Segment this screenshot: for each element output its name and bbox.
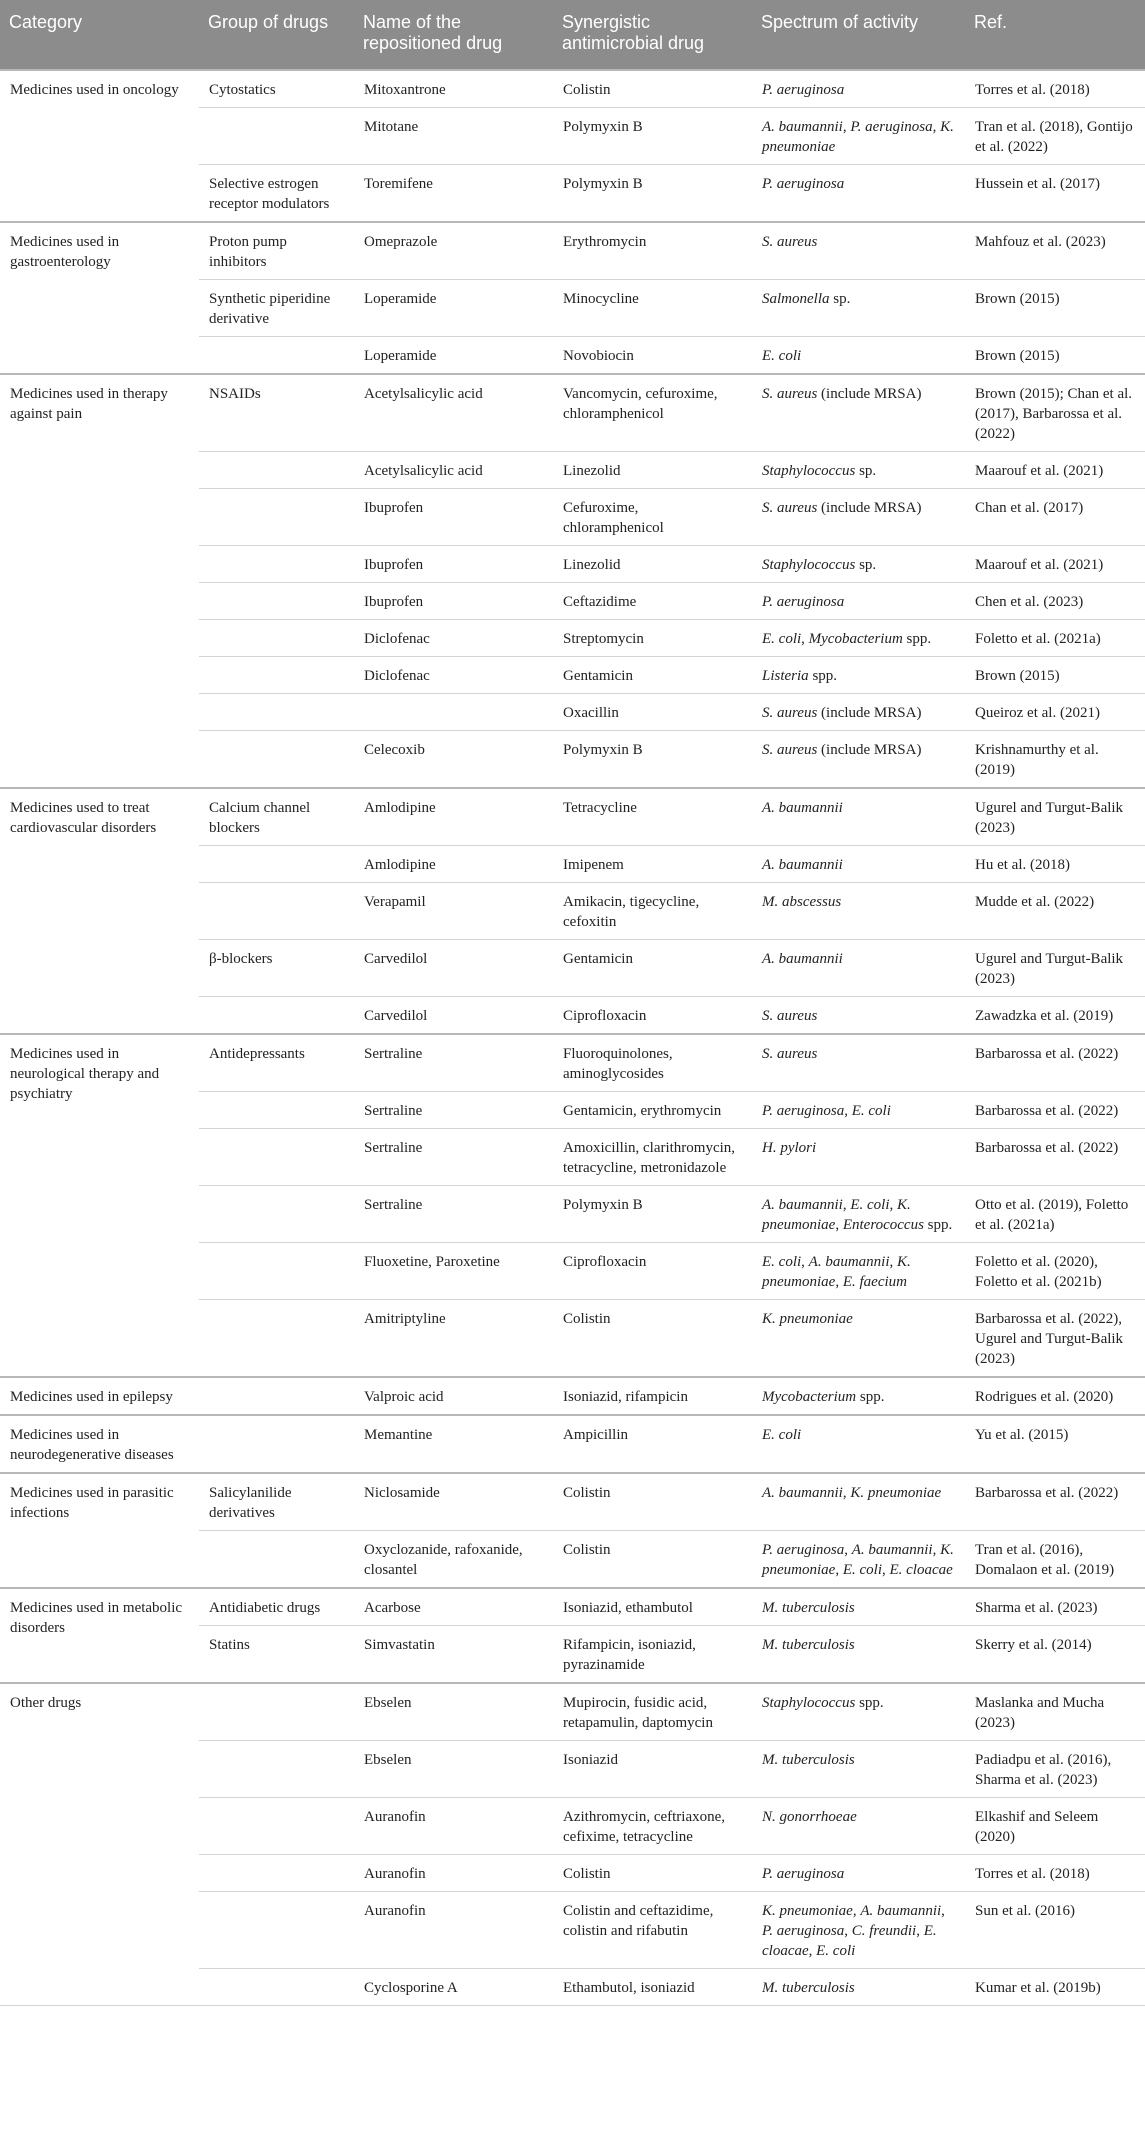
spectrum-cell: Mycobacterium spp.: [752, 1377, 965, 1415]
drug-cell: Amitriptyline: [354, 1300, 553, 1378]
spectrum-cell: P. aeruginosa, A. baumannii, K. pneumoniae, E. coli, E. cloacae: [752, 1531, 965, 1589]
drug-cell: Sertraline: [354, 1186, 553, 1243]
group-cell: [199, 997, 354, 1035]
organism-name: N. gonorrhoeae: [762, 1809, 857, 1825]
category-cell: Medicines used to treat cardiovascular disorders: [0, 788, 199, 1034]
synergist-cell: Azithromycin, ceftriaxone, cefixime, tetracycline: [553, 1798, 752, 1855]
group-cell: [199, 1892, 354, 1969]
ref-cell: Torres et al. (2018): [965, 1855, 1145, 1892]
organism-name: E. faecium: [842, 1274, 907, 1290]
table-row: [0, 374, 1145, 452]
ref-cell: Mahfouz et al. (2023): [965, 222, 1145, 280]
spectrum-cell: A. baumannii, K. pneumoniae: [752, 1473, 965, 1531]
drug-cell: Auranofin: [354, 1798, 553, 1855]
drug-cell: Oxyclozanide, rafoxanide, closantel: [354, 1531, 553, 1589]
synergist-cell: Ethambutol, isoniazid: [553, 1969, 752, 2006]
group-cell: [199, 1092, 354, 1129]
ref-cell: Chan et al. (2017): [965, 489, 1145, 546]
group-cell: [199, 1300, 354, 1378]
organism-name: E. coli: [850, 1197, 890, 1213]
ref-cell: Sharma et al. (2023): [965, 1588, 1145, 1626]
drug-cell: Ebselen: [354, 1741, 553, 1798]
ref-cell: Foletto et al. (2021a): [965, 620, 1145, 657]
drug-cell: Sertraline: [354, 1034, 553, 1092]
synergist-cell: Polymyxin B: [553, 731, 752, 789]
drug-cell: Valproic acid: [354, 1377, 553, 1415]
group-cell: [199, 337, 354, 375]
group-cell: [199, 620, 354, 657]
organism-name: A. baumannii: [762, 857, 843, 873]
synergist-cell: Linezolid: [553, 452, 752, 489]
synergist-cell: Mupirocin, fusidic acid, retapamulin, daptomycin: [553, 1683, 752, 1741]
synergist-cell: Tetracycline: [553, 788, 752, 846]
synergist-cell: Colistin and ceftazidime, colistin and rifabutin: [553, 1892, 752, 1969]
synergist-cell: Polymyxin B: [553, 1186, 752, 1243]
table-body: [0, 70, 1145, 2006]
drug-cell: Simvastatin: [354, 1626, 553, 1684]
ref-cell: Barbarossa et al. (2022): [965, 1092, 1145, 1129]
group-cell: [199, 883, 354, 940]
synergist-cell: Polymyxin B: [553, 108, 752, 165]
ref-cell: Barbarossa et al. (2022): [965, 1129, 1145, 1186]
table-row: [0, 1473, 1145, 1531]
header-synergist: Synergistic antimicrobial drug: [553, 0, 752, 70]
organism-name: P. aeruginosa: [762, 1866, 845, 1882]
organism-name: Mycobacterium: [808, 631, 903, 647]
organism-name: M. tuberculosis: [762, 1752, 855, 1768]
group-cell: Salicylanilide derivatives: [199, 1473, 354, 1531]
organism-name: E. coli: [762, 348, 802, 364]
spectrum-cell: [752, 222, 965, 280]
header-spectrum: Spectrum of activity: [752, 0, 965, 70]
synergist-cell: Streptomycin: [553, 620, 752, 657]
drug-cell: Amlodipine: [354, 788, 553, 846]
group-cell: Synthetic piperidine derivative: [199, 280, 354, 337]
spectrum-cell: [752, 1855, 965, 1892]
synergist-cell: Isoniazid, rifampicin: [553, 1377, 752, 1415]
drug-cell: Acetylsalicylic acid: [354, 374, 553, 452]
synergist-cell: Vancomycin, cefuroxime, chloramphenicol: [553, 374, 752, 452]
group-cell: [199, 694, 354, 731]
group-cell: [199, 846, 354, 883]
header-row: [0, 0, 1145, 70]
drug-cell: Acetylsalicylic acid: [354, 452, 553, 489]
spectrum-cell: [752, 940, 965, 997]
table-row: [0, 70, 1145, 108]
organism-name: Enterococcus: [842, 1217, 924, 1233]
spectrum-cell: [752, 1969, 965, 2006]
spectrum-cell: Staphylococcus spp.: [752, 1683, 965, 1741]
synergist-cell: Ciprofloxacin: [553, 1243, 752, 1300]
organism-name: P. aeruginosa: [850, 119, 933, 135]
synergist-cell: Amoxicillin, clarithromycin, tetracycline, metronidazole: [553, 1129, 752, 1186]
drug-cell: Mitoxantrone: [354, 70, 553, 108]
synergist-cell: Cefuroxime, chloramphenicol: [553, 489, 752, 546]
drug-cell: Ibuprofen: [354, 546, 553, 583]
synergist-cell: Imipenem: [553, 846, 752, 883]
group-cell: [199, 1683, 354, 1741]
group-cell: [199, 1129, 354, 1186]
spectrum-cell: Listeria spp.: [752, 657, 965, 694]
spectrum-cell: [752, 70, 965, 108]
organism-name: K. pneumoniae: [762, 1254, 911, 1290]
spectrum-cell: [752, 1034, 965, 1092]
organism-name: Mycobacterium: [762, 1389, 857, 1405]
spectrum-cell: [752, 583, 965, 620]
category-cell: Medicines used in oncology: [0, 70, 199, 222]
group-cell: [199, 1243, 354, 1300]
organism-name: A. baumannii: [860, 1903, 942, 1919]
table-row: [0, 1683, 1145, 1741]
organism-name: H. pylori: [762, 1140, 817, 1156]
organism-name: E. coli: [762, 1427, 802, 1443]
ref-cell: Sun et al. (2016): [965, 1892, 1145, 1969]
synergist-cell: Colistin: [553, 1473, 752, 1531]
ref-cell: Padiadpu et al. (2016), Sharma et al. (2023): [965, 1741, 1145, 1798]
organism-name: K. pneumoniae: [762, 1311, 853, 1327]
organism-name: P. aeruginosa: [762, 1542, 845, 1558]
drug-cell: Fluoxetine, Paroxetine: [354, 1243, 553, 1300]
organism-name: A. baumannii: [851, 1542, 933, 1558]
group-cell: [199, 1969, 354, 2006]
group-cell: [199, 546, 354, 583]
synergist-cell: Linezolid: [553, 546, 752, 583]
organism-name: P. aeruginosa: [762, 1103, 845, 1119]
synergist-cell: Colistin: [553, 1531, 752, 1589]
synergist-cell: Colistin: [553, 70, 752, 108]
group-cell: [199, 1186, 354, 1243]
spectrum-cell: Salmonella sp.: [752, 280, 965, 337]
spectrum-cell: [752, 1300, 965, 1378]
spectrum-cell: E. coli, Mycobacterium spp.: [752, 620, 965, 657]
ref-cell: Maslanka and Mucha (2023): [965, 1683, 1145, 1741]
organism-name: K. pneumoniae: [762, 1903, 853, 1919]
organism-name: M. tuberculosis: [762, 1637, 855, 1653]
spectrum-cell: [752, 846, 965, 883]
synergist-cell: Ampicillin: [553, 1415, 752, 1473]
ref-cell: Hu et al. (2018): [965, 846, 1145, 883]
organism-name: A. baumannii: [762, 1485, 843, 1501]
spectrum-cell: [752, 165, 965, 223]
spectrum-cell: [752, 1741, 965, 1798]
spectrum-cell: [752, 997, 965, 1035]
table-row: [0, 222, 1145, 280]
synergist-cell: Isoniazid: [553, 1741, 752, 1798]
organism-name: P. aeruginosa: [762, 594, 845, 610]
organism-name: A. baumannii: [762, 119, 843, 135]
synergist-cell: Polymyxin B: [553, 165, 752, 223]
organism-name: Salmonella: [762, 291, 830, 307]
synergist-cell: Erythromycin: [553, 222, 752, 280]
synergist-cell: Isoniazid, ethambutol: [553, 1588, 752, 1626]
synergist-cell: Oxacillin: [553, 694, 752, 731]
ref-cell: Hussein et al. (2017): [965, 165, 1145, 223]
organism-name: E. coli: [762, 1254, 802, 1270]
synergist-cell: Gentamicin: [553, 657, 752, 694]
ref-cell: Brown (2015); Chan et al. (2017), Barbarossa et al. (2022): [965, 374, 1145, 452]
organism-name: P. aeruginosa: [762, 1923, 845, 1939]
organism-name: E. cloacae: [762, 1923, 937, 1959]
spectrum-cell: [752, 788, 965, 846]
organism-name: A. baumannii: [762, 800, 843, 816]
group-cell: [199, 452, 354, 489]
header-category: Category: [0, 0, 199, 70]
ref-cell: Torres et al. (2018): [965, 70, 1145, 108]
organism-name: P. aeruginosa: [762, 176, 845, 192]
ref-cell: Kumar et al. (2019b): [965, 1969, 1145, 2006]
organism-name: S. aureus: [762, 1046, 818, 1062]
group-cell: [199, 1798, 354, 1855]
spectrum-cell: [752, 1626, 965, 1684]
organism-name: Staphylococcus: [762, 1695, 856, 1711]
spectrum-cell: A. baumannii, E. coli, K. pneumoniae, Enterococcus spp.: [752, 1186, 965, 1243]
drug-cell: Auranofin: [354, 1892, 553, 1969]
table-row: [0, 1034, 1145, 1092]
drug-cell: Acarbose: [354, 1588, 553, 1626]
category-cell: Medicines used in parasitic infections: [0, 1473, 199, 1588]
drug-cell: Ebselen: [354, 1683, 553, 1741]
header-drug: Name of the repositioned drug: [354, 0, 553, 70]
drug-cell: Diclofenac: [354, 620, 553, 657]
ref-cell: Brown (2015): [965, 657, 1145, 694]
drug-cell: Omeprazole: [354, 222, 553, 280]
group-cell: [199, 1377, 354, 1415]
ref-cell: Brown (2015): [965, 280, 1145, 337]
drug-cell: Celecoxib: [354, 731, 553, 789]
ref-cell: Rodrigues et al. (2020): [965, 1377, 1145, 1415]
organism-name: S. aureus: [762, 234, 818, 250]
organism-name: S. aureus: [762, 386, 818, 402]
group-cell: Antidiabetic drugs: [199, 1588, 354, 1626]
category-cell: Medicines used in gastroenterology: [0, 222, 199, 374]
drug-cell: Amlodipine: [354, 846, 553, 883]
ref-cell: Tran et al. (2018), Gontijo et al. (2022): [965, 108, 1145, 165]
spectrum-cell: [752, 337, 965, 375]
organism-name: E. coli: [762, 631, 802, 647]
group-cell: Cytostatics: [199, 70, 354, 108]
organism-name: E. coli: [851, 1103, 891, 1119]
spectrum-cell: [752, 883, 965, 940]
organism-name: C. freundii: [851, 1923, 917, 1939]
ref-cell: Maarouf et al. (2021): [965, 452, 1145, 489]
spectrum-cell: S. aureus (include MRSA): [752, 374, 965, 452]
drug-cell: Cyclosporine A: [354, 1969, 553, 2006]
drug-cell: Mitotane: [354, 108, 553, 165]
drug-cell: Diclofenac: [354, 657, 553, 694]
drug-cell: Ibuprofen: [354, 583, 553, 620]
ref-cell: Otto et al. (2019), Foletto et al. (2021a): [965, 1186, 1145, 1243]
organism-name: S. aureus: [762, 1008, 818, 1024]
drug-cell: Loperamide: [354, 337, 553, 375]
group-cell: [199, 489, 354, 546]
organism-name: S. aureus: [762, 500, 818, 516]
synergist-cell: Gentamicin: [553, 940, 752, 997]
spectrum-cell: S. aureus (include MRSA): [752, 694, 965, 731]
group-cell: [199, 657, 354, 694]
ref-cell: Brown (2015): [965, 337, 1145, 375]
drug-cell: Carvedilol: [354, 940, 553, 997]
group-cell: [199, 108, 354, 165]
synergist-cell: Fluoroquinolones, aminoglycosides: [553, 1034, 752, 1092]
synergist-cell: Rifampicin, isoniazid, pyrazinamide: [553, 1626, 752, 1684]
drug-cell: [354, 694, 553, 731]
group-cell: [199, 583, 354, 620]
ref-cell: Chen et al. (2023): [965, 583, 1145, 620]
organism-name: E. coli: [816, 1943, 856, 1959]
ref-cell: Ugurel and Turgut-Balik (2023): [965, 788, 1145, 846]
ref-cell: Tran et al. (2016), Domalaon et al. (2019): [965, 1531, 1145, 1589]
spectrum-cell: [752, 1129, 965, 1186]
group-cell: [199, 1415, 354, 1473]
table-row: [0, 1415, 1145, 1473]
ref-cell: Elkashif and Seleem (2020): [965, 1798, 1145, 1855]
ref-cell: Skerry et al. (2014): [965, 1626, 1145, 1684]
category-cell: Medicines used in neurodegenerative diseases: [0, 1415, 199, 1473]
spectrum-cell: A. baumannii, P. aeruginosa, K. pneumoniae: [752, 108, 965, 165]
group-cell: Selective estrogen receptor modulators: [199, 165, 354, 223]
table-row: [0, 1588, 1145, 1626]
drug-cell: Carvedilol: [354, 997, 553, 1035]
spectrum-cell: P. aeruginosa, E. coli: [752, 1092, 965, 1129]
ref-cell: Ugurel and Turgut-Balik (2023): [965, 940, 1145, 997]
organism-name: P. aeruginosa: [762, 82, 845, 98]
ref-cell: Maarouf et al. (2021): [965, 546, 1145, 583]
organism-name: K. pneumoniae: [762, 1542, 954, 1578]
group-cell: [199, 1531, 354, 1589]
group-cell: Calcium channel blockers: [199, 788, 354, 846]
spectrum-cell: [752, 1415, 965, 1473]
group-cell: NSAIDs: [199, 374, 354, 452]
spectrum-cell: E. coli, A. baumannii, K. pneumoniae, E. faecium: [752, 1243, 965, 1300]
synergist-cell: Colistin: [553, 1300, 752, 1378]
organism-name: A. baumannii: [808, 1254, 890, 1270]
drug-cell: Verapamil: [354, 883, 553, 940]
synergist-cell: Ceftazidime: [553, 583, 752, 620]
organism-name: M. abscessus: [762, 894, 842, 910]
organism-name: S. aureus: [762, 705, 818, 721]
header-ref: Ref.: [965, 0, 1145, 70]
organism-name: Staphylococcus: [762, 463, 856, 479]
group-cell: [199, 1741, 354, 1798]
spectrum-cell: Staphylococcus sp.: [752, 546, 965, 583]
spectrum-cell: K. pneumoniae, A. baumannii, P. aeruginosa, C. freundii, E. cloacae, E. coli: [752, 1892, 965, 1969]
ref-cell: Barbarossa et al. (2022): [965, 1034, 1145, 1092]
group-cell: Proton pump inhibitors: [199, 222, 354, 280]
category-cell: Medicines used in metabolic disorders: [0, 1588, 199, 1683]
table-row: [0, 1377, 1145, 1415]
ref-cell: Yu et al. (2015): [965, 1415, 1145, 1473]
drug-cell: Memantine: [354, 1415, 553, 1473]
group-cell: [199, 1855, 354, 1892]
drug-cell: Ibuprofen: [354, 489, 553, 546]
spectrum-cell: S. aureus (include MRSA): [752, 489, 965, 546]
group-cell: Antidepressants: [199, 1034, 354, 1092]
organism-name: E. cloacae: [889, 1562, 953, 1578]
drug-cell: Auranofin: [354, 1855, 553, 1892]
spectrum-cell: [752, 1588, 965, 1626]
category-cell: Medicines used in epilepsy: [0, 1377, 199, 1415]
drug-cell: Loperamide: [354, 280, 553, 337]
ref-cell: Foletto et al. (2020), Foletto et al. (2021b): [965, 1243, 1145, 1300]
drug-cell: Toremifene: [354, 165, 553, 223]
synergist-cell: Colistin: [553, 1855, 752, 1892]
organism-name: A. baumannii: [762, 951, 843, 967]
synergist-cell: Minocycline: [553, 280, 752, 337]
category-cell: Medicines used in therapy against pain: [0, 374, 199, 788]
organism-name: K. pneumoniae: [762, 1197, 911, 1233]
synergist-cell: Gentamicin, erythromycin: [553, 1092, 752, 1129]
drug-cell: Niclosamide: [354, 1473, 553, 1531]
organism-name: Listeria: [762, 668, 809, 684]
organism-name: E. coli: [842, 1562, 882, 1578]
organism-name: A. baumannii: [762, 1197, 843, 1213]
spectrum-cell: [752, 1798, 965, 1855]
organism-name: M. tuberculosis: [762, 1600, 855, 1616]
organism-name: S. aureus: [762, 742, 818, 758]
ref-cell: Mudde et al. (2022): [965, 883, 1145, 940]
spectrum-cell: S. aureus (include MRSA): [752, 731, 965, 789]
ref-cell: Barbarossa et al. (2022), Ugurel and Turgut-Balik (2023): [965, 1300, 1145, 1378]
organism-name: Staphylococcus: [762, 557, 856, 573]
synergist-cell: Amikacin, tigecycline, cefoxitin: [553, 883, 752, 940]
organism-name: M. tuberculosis: [762, 1980, 855, 1996]
ref-cell: Krishnamurthy et al. (2019): [965, 731, 1145, 789]
ref-cell: Queiroz et al. (2021): [965, 694, 1145, 731]
table-row: [0, 788, 1145, 846]
organism-name: K. pneumoniae: [850, 1485, 942, 1501]
category-cell: Medicines used in neurological therapy and psychiatry: [0, 1034, 199, 1377]
group-cell: [199, 731, 354, 789]
ref-cell: Zawadzka et al. (2019): [965, 997, 1145, 1035]
organism-name: K. pneumoniae: [762, 119, 954, 155]
synergist-cell: Novobiocin: [553, 337, 752, 375]
group-cell: β-blockers: [199, 940, 354, 997]
ref-cell: Barbarossa et al. (2022): [965, 1473, 1145, 1531]
spectrum-cell: Staphylococcus sp.: [752, 452, 965, 489]
category-cell: Other drugs: [0, 1683, 199, 2006]
group-cell: Statins: [199, 1626, 354, 1684]
drug-cell: Sertraline: [354, 1129, 553, 1186]
synergist-cell: Ciprofloxacin: [553, 997, 752, 1035]
drug-cell: Sertraline: [354, 1092, 553, 1129]
header-group: Group of drugs: [199, 0, 354, 70]
